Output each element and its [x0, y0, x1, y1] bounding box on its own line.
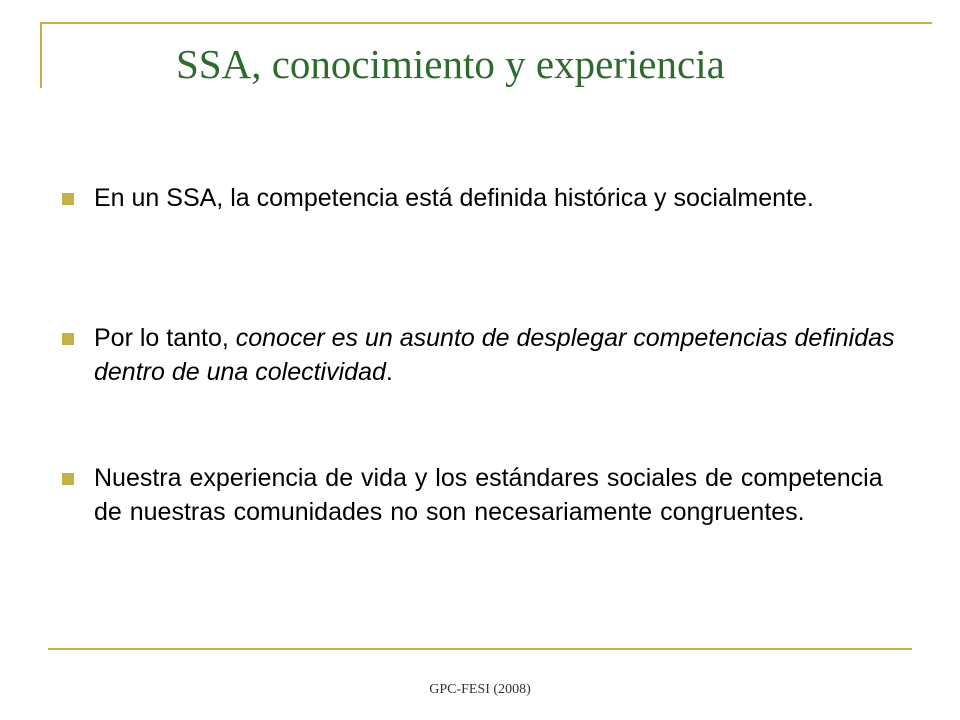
bullet-item-1 — [94, 181, 914, 215]
bullet-text-1: En un SSA, la competencia está definida histórica y socialmente. — [94, 184, 814, 212]
left-rule — [40, 22, 42, 88]
square-bullet-icon — [62, 333, 74, 345]
square-bullet-icon — [62, 473, 74, 485]
slide-footer: GPC-FESI (2008) — [429, 682, 531, 697]
bullet-item-2 — [94, 321, 914, 389]
bullet-text-2-plain: Por lo tanto, — [94, 324, 236, 352]
bottom-rule — [48, 648, 912, 650]
bullet-text-2-end: . — [385, 358, 393, 386]
bullet-text-2-italic: conocer es un asunto de desplegar competencias definidas dentro de una colectividad — [94, 324, 895, 386]
top-rule — [40, 22, 932, 24]
bullet-item-3 — [94, 461, 914, 529]
bullet-text-3: Nuestra experiencia de vida y los estándares sociales de competencia de nuestras comunidades no son necesariamente congruentes. — [94, 464, 883, 526]
square-bullet-icon — [62, 193, 74, 205]
slide-title: SSA, conocimiento y experiencia — [176, 41, 725, 87]
